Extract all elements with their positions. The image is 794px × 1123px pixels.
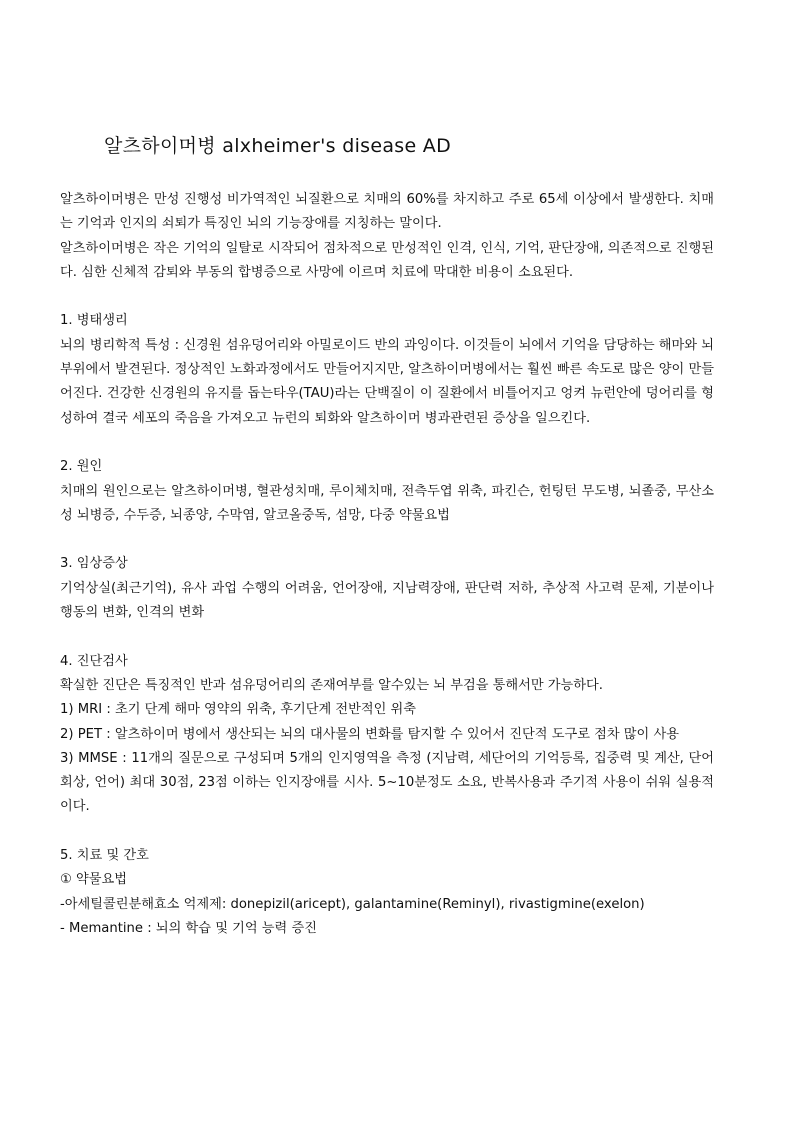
- section-text-causes: 치매의 원인으로는 알츠하이머병, 혈관성치매, 루이체치매, 전측두엽 위축, 파킨슨, 헌팅턴 무도병, 뇌졸중, 무산소성 뇌병증, 수두증, 뇌종양, 수막염, 알코올중독, 섬망, 다중 약물요법: [60, 483, 714, 523]
- diagnosis-item-mri: 1) MRI : 초기 단계 해마 영약의 위축, 후기단계 전반적인 위축: [60, 702, 417, 718]
- intro-paragraph-2: 알츠하이머병은 작은 기억의 일탈로 시작되어 점차적으로 만성적인 인격, 인식, 기억, 판단장애, 의존적으로 진행된다. 심한 신체적 감퇴와 부동의 합병증으로 사망에 이르며 치료에 막대한 비용이 소요된다.: [60, 240, 714, 280]
- document-title: 알츠하이머병 alxheimer's disease AD: [104, 135, 452, 157]
- intro-paragraph-1: 알츠하이머병은 만성 진행성 비가역적인 뇌질환으로 치매의 60%를 차지하고 주로 65세 이상에서 발생한다. 치매는 기억과 인지의 쇠퇴가 특징인 뇌의 기능장애를 지칭하는 말이다.: [60, 192, 714, 232]
- treatment-subheading-drug-therapy: ① 약물요법: [60, 872, 127, 888]
- diagnosis-item-mmse: 3) MMSE : 11개의 질문으로 구성되며 5개의 인지영역을 측정 (지남력, 세단어의 기억등록, 집중력 및 계산, 단어회상, 언어) 최대 30점, 23점 이하는 인지장애를 시사. 5~10분정도 소요, 반복사용과 주기적 사용이 쉬워 실용적이다.: [60, 750, 714, 815]
- treatment-line-memantine: - Memantine : 뇌의 학습 및 기억 능력 증진: [60, 920, 317, 936]
- section-heading-diagnosis: 4. 진단검사: [60, 653, 128, 669]
- treatment-line-cholinesterase-inhibitors: -아세틸콜린분해효소 억제제: donepizil(aricept), galantamine(Reminyl), rivastigmine(exelon): [60, 896, 645, 912]
- section-heading-pathophysiology: 1. 병태생리: [60, 313, 128, 329]
- section-heading-treatment: 5. 치료 및 간호: [60, 848, 149, 864]
- section-heading-causes: 2. 원인: [60, 459, 103, 475]
- document-body: [60, 188, 714, 941]
- section-text-pathophysiology: 뇌의 병리학적 특성 : 신경원 섬유덩어리와 아밀로이드 반의 과잉이다. 이것들이 뇌에서 기억을 담당하는 해마와 뇌 부위에서 발견된다. 정상적인 노화과정에서도 만들어지지만, 알츠하이머병에서는 훨씬 빠른 속도로 많은 양이 만들어진다. 건강한 신경원의 유지를 돕는타우(TAU)라는 단백질이 이 질환에서 비틀어지고 엉켜 뉴런안에 덩어리를 형성하여 결국 세포의 죽음을 가져오고 뉴런의 퇴화와 알츠하이머 병과관련된 증상을 일으킨다.: [60, 337, 714, 426]
- diagnosis-intro: 확실한 진단은 특징적인 반과 섬유덩어리의 존재여부를 알수있는 뇌 부검을 통해서만 가능하다.: [60, 677, 603, 693]
- section-text-symptoms: 기억상실(최근기억), 유사 과업 수행의 어려움, 언어장애, 지남력장애, 판단력 저하, 추상적 사고력 문제, 기분이나 행동의 변화, 인격의 변화: [60, 580, 714, 621]
- diagnosis-item-pet: 2) PET : 알츠하이머 병에서 생산되는 뇌의 대사물의 변화를 탐지할 수 있어서 진단적 도구로 점차 많이 사용: [60, 726, 679, 742]
- section-heading-symptoms: 3. 임상증상: [60, 556, 128, 572]
